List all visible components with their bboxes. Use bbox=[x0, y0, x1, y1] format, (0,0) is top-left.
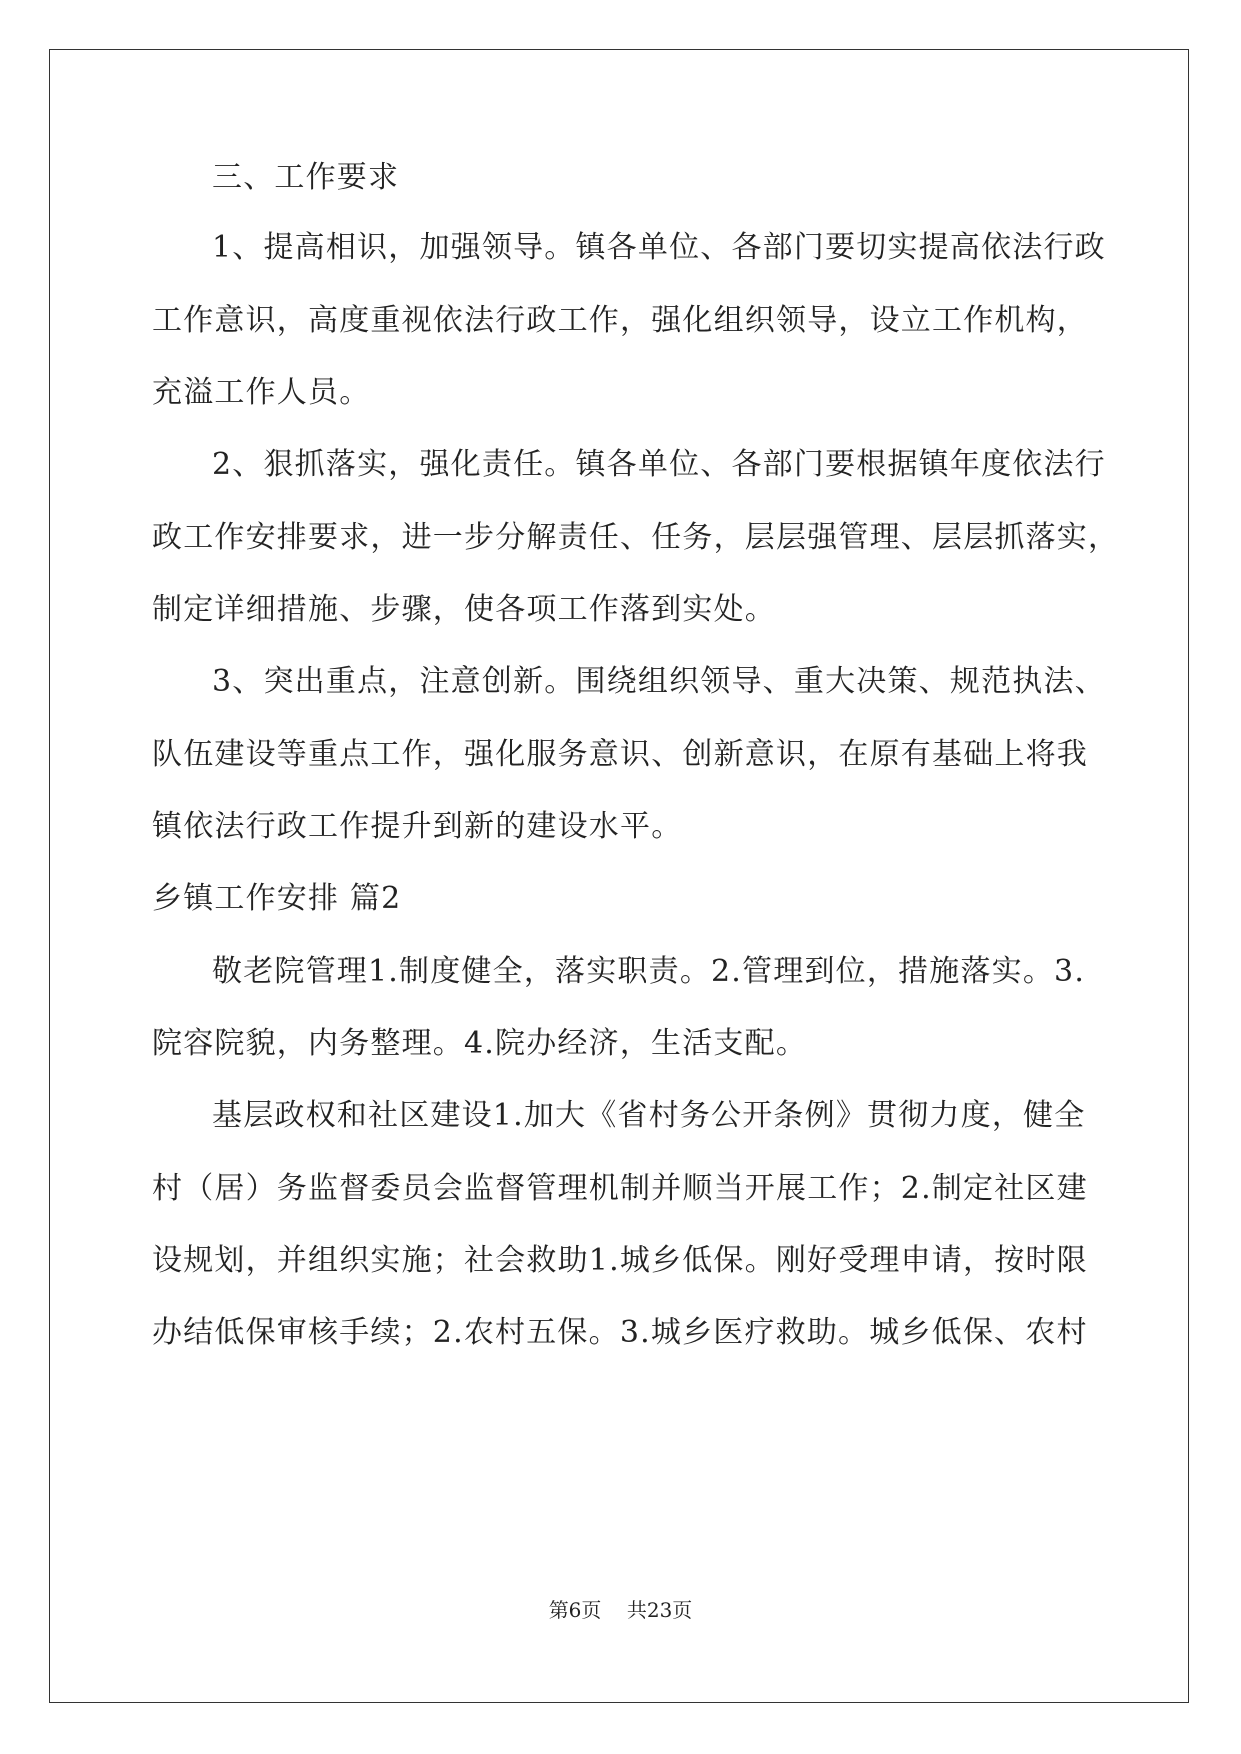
page-border bbox=[49, 49, 1189, 1703]
footer-gap bbox=[601, 1598, 626, 1622]
paragraph-line: 制定详细措施、步骤，使各项工作落到实处。 bbox=[152, 592, 776, 627]
page-number: 第6页 bbox=[548, 1598, 602, 1622]
section-title: 乡镇工作安排 篇2 bbox=[152, 881, 402, 916]
page-footer bbox=[0, 1598, 1241, 1622]
paragraph-line: 工作意识，高度重视依法行政工作，强化组织领导，设立工作机构， bbox=[152, 303, 1088, 338]
paragraph-line: 1、提高相识，加强领导。镇各单位、各部门要切实提高依法行政 bbox=[212, 230, 1106, 265]
paragraph-line: 镇依法行政工作提升到新的建设水平。 bbox=[152, 809, 683, 844]
paragraph-line: 3、突出重点，注意创新。围绕组织领导、重大决策、规范执法、 bbox=[212, 664, 1106, 699]
paragraph-line: 设规划，并组织实施；社会救助1.城乡低保。刚好受理申请，按时限 bbox=[152, 1243, 1088, 1278]
paragraph-line: 队伍建设等重点工作，强化服务意识、创新意识，在原有基础上将我 bbox=[152, 737, 1088, 772]
paragraph-line: 办结低保审核手续；2.农村五保。3.城乡医疗救助。城乡低保、农村 bbox=[152, 1315, 1088, 1350]
paragraph-line: 院容院貌，内务整理。4.院办经济，生活支配。 bbox=[152, 1026, 808, 1061]
paragraph-line: 敬老院管理1.制度健全，落实职责。2.管理到位，措施落实。3. bbox=[212, 954, 1086, 989]
paragraph-line: 政工作安排要求，进一步分解责任、任务，层层强管理、层层抓落实， bbox=[152, 520, 1120, 555]
page-total: 共23页 bbox=[626, 1598, 693, 1622]
paragraph-line: 基层政权和社区建设1.加大《省村务公开条例》贯彻力度，健全 bbox=[212, 1098, 1086, 1133]
paragraph-line: 2、狠抓落实，强化责任。镇各单位、各部门要根据镇年度依法行 bbox=[212, 447, 1106, 482]
paragraph-line: 充溢工作人员。 bbox=[152, 375, 371, 410]
paragraph-line: 村（居）务监督委员会监督管理机制并顺当开展工作；2.制定社区建 bbox=[152, 1171, 1088, 1206]
section-heading: 三、工作要求 bbox=[212, 160, 400, 195]
